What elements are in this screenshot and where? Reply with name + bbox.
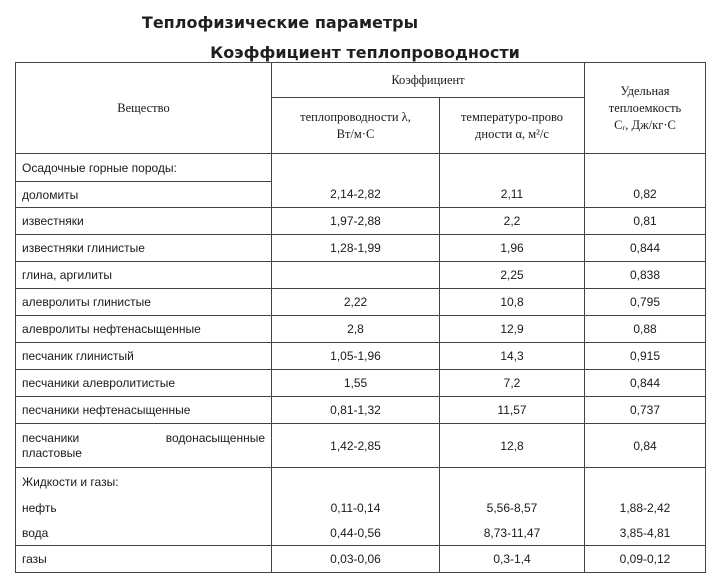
header-conductivity: теплопроводности λ, Вт/м·С (272, 98, 440, 154)
table-row: нефть 0,11-0,14 5,56-8,57 1,88-2,42 (16, 496, 706, 521)
table-row: песчаники водонасыщенные пластовые 1,42-2,85 12,8 0,84 (16, 424, 706, 468)
group-label-sedimentary: Осадочные горные породы: (16, 154, 272, 182)
table-row: доломиты 2,14-2,82 2,11 0,82 (16, 182, 706, 208)
header-substance: Вещество (16, 63, 272, 154)
group-label-fluids: Жидкости и газы: (16, 468, 272, 496)
table-row: песчаник глинистый 1,05-1,96 14,3 0,915 (16, 343, 706, 370)
table-row: алевролиты нефтенасыщенные 2,8 12,9 0,88 (16, 316, 706, 343)
table-row: известняки 1,97-2,88 2,2 0,81 (16, 208, 706, 235)
header-diffusivity: температуро-прово дности α, м²/с (440, 98, 585, 154)
page-subtitle: Коэффициент теплопроводности (210, 43, 520, 62)
table-row: глина, аргилиты 2,25 0,838 (16, 262, 706, 289)
header-coefficient: Коэффициент (272, 63, 585, 98)
table-row: известняки глинистые 1,28-1,99 1,96 0,844 (16, 235, 706, 262)
table-row: вода 0,44-0,56 8,73-11,47 3,85-4,81 (16, 521, 706, 546)
table-row: алевролиты глинистые 2,22 10,8 0,795 (16, 289, 706, 316)
table-row: песчаники алевролитистые 1,55 7,2 0,844 (16, 370, 706, 397)
thermal-parameters-table (15, 62, 706, 573)
header-specific-heat: Удельная теплоемкость Cᵣ, Дж/кг·С (585, 63, 706, 154)
table-row: песчаники нефтенасыщенные 0,81-1,32 11,57 0,737 (16, 397, 706, 424)
page-title: Теплофизические параметры (141, 13, 419, 32)
table-row: газы 0,03-0,06 0,3-1,4 0,09-0,12 (16, 546, 706, 573)
